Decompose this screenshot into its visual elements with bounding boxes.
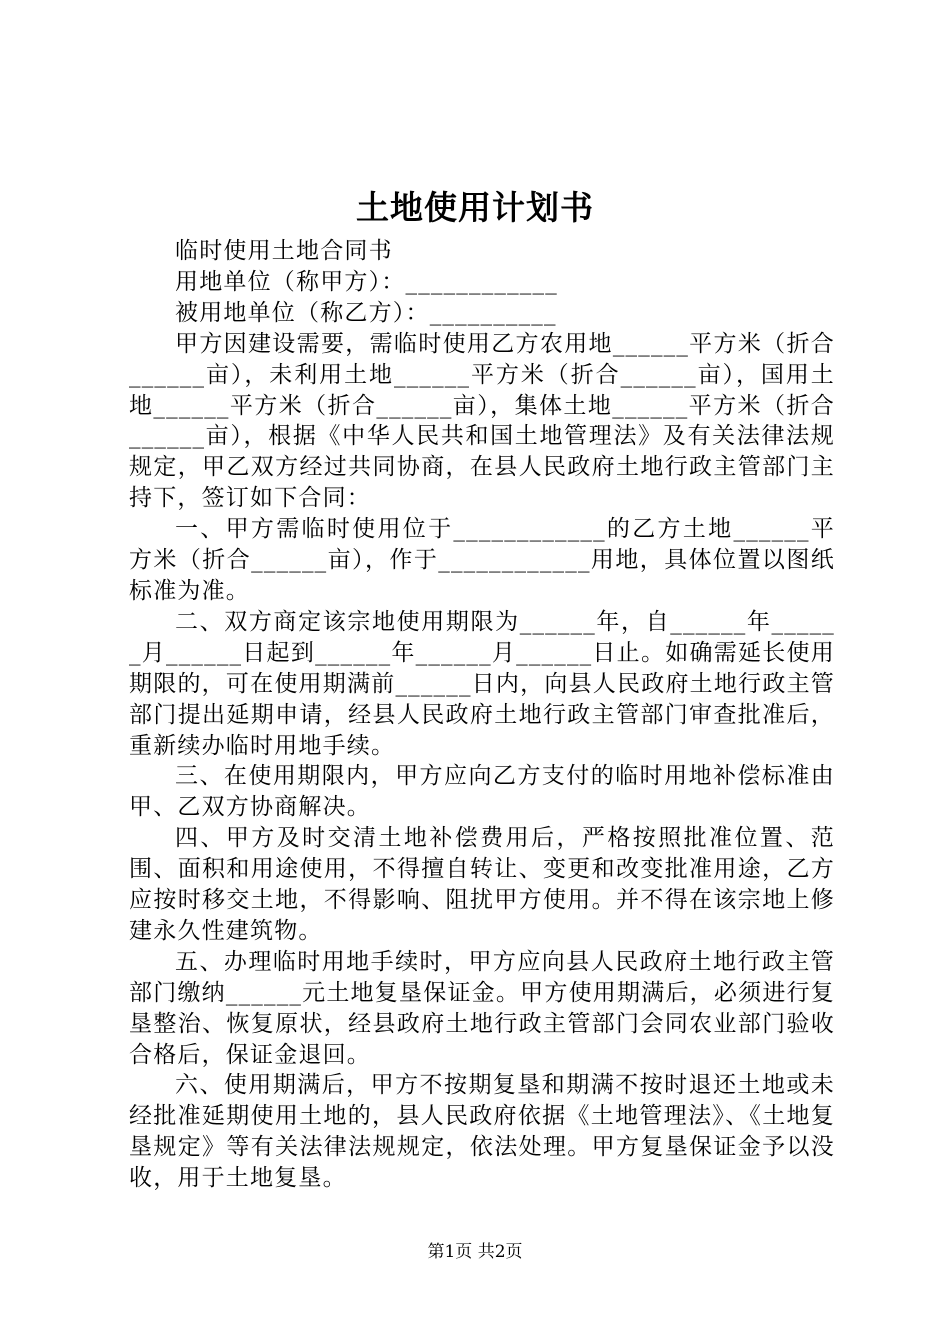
paragraph-clause-5: 五、办理临时用地手续时，甲方应向县人民政府土地行政主管部门缴纳______元土地复垦保证金。甲方使用期满后，必须进行复垦整治、恢复原状，经县政府土地行政主管部门会同农业部门验收合格后，保证金退回。 — [129, 948, 835, 1068]
paragraph-clause-3: 三、在使用期限内，甲方应向乙方支付的临时用地补偿标准由甲、乙双方协商解决。 — [129, 763, 835, 821]
paragraph-preamble: 甲方因建设需要，需临时使用乙方农用地______平方米（折合______亩），未利用土地______平方米（折合______亩），国用土地______平方米（折合______亩），集体土地______平方米（折合______亩），根据《中华人民共和国土地管理法》及有关法律法规规定，甲乙双方经过共同协商，在县人民政府土地行政主管部门主持下，签订如下合同： — [129, 330, 835, 512]
paragraph-party-a: 用地单位（称甲方）：____________ — [175, 268, 558, 295]
page-footer: 第1页 共2页 — [427, 1242, 523, 1262]
document-body — [129, 236, 835, 1194]
paragraph-clause-4: 四、甲方及时交清土地补偿费用后，严格按照批准位置、范围、面积和用途使用，不得擅自转让、变更和改变批准用途，乙方应按时移交土地，不得影响、阻扰甲方使用。并不得在该宗地上修建永久性建筑物。 — [129, 825, 835, 944]
document-title: 土地使用计划书 — [356, 188, 594, 227]
paragraph-contract-heading: 临时使用土地合同书 — [175, 238, 393, 264]
paragraph-clause-1: 一、甲方需临时使用位于____________的乙方土地______平方米（折合______亩），作于____________用地，具体位置以图纸标准为准。 — [129, 516, 835, 604]
paragraph-party-b: 被用地单位（称乙方）：__________ — [175, 299, 557, 326]
paragraph-clause-2: 二、双方商定该宗地使用期限为______年，自______年______月______日起到______年______月______日止。如确需延长使用期限的，可在使用期满前______日内，向县人民政府土地行政主管部门提出延期申请，经县人民政府土地行政主管部门审查批准后，重新续办临时用地手续。 — [129, 608, 835, 759]
paragraph-clause-6: 六、使用期满后，甲方不按期复垦和期满不按时退还土地或未经批准延期使用土地的，县人民政府依据《土地管理法》、《土地复垦规定》等有关法律法规规定，依法处理。甲方复垦保证金予以没收，用于土地复垦。 — [129, 1072, 835, 1192]
